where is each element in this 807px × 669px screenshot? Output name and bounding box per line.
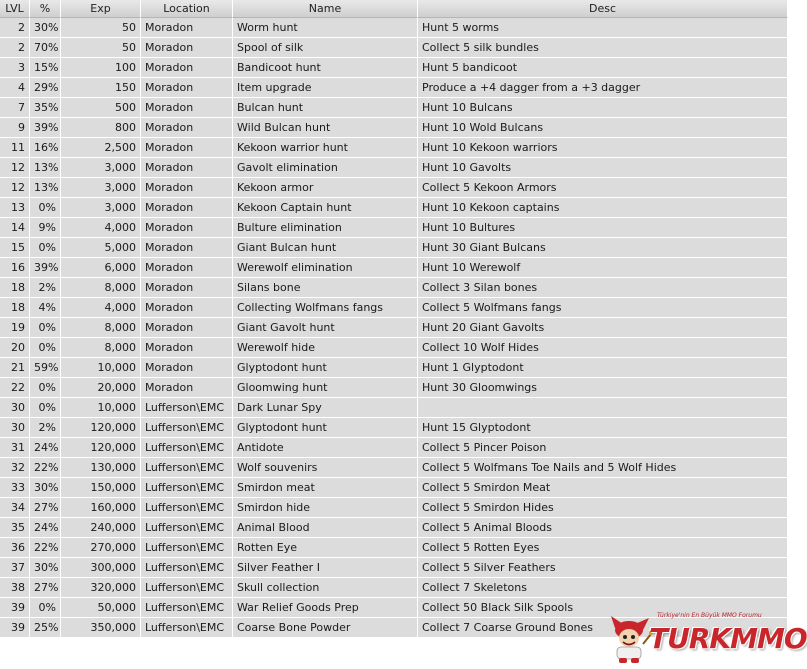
table-row: [0, 538, 788, 558]
cell-lvl: 11: [0, 138, 30, 158]
cell-percent: 13%: [30, 178, 61, 198]
cell-exp: 120,000: [61, 438, 141, 458]
cell-exp: 50: [61, 18, 141, 38]
table-row: [0, 338, 788, 358]
cell-name: Spool of silk: [233, 38, 418, 58]
cell-location: Moradon: [141, 378, 233, 398]
cell-lvl: 7: [0, 98, 30, 118]
cell-percent: 30%: [30, 478, 61, 498]
cell-desc: Hunt 15 Glyptodont: [418, 418, 788, 438]
cell-location: Lufferson\EMC: [141, 478, 233, 498]
cell-name: Rotten Eye: [233, 538, 418, 558]
cell-percent: 22%: [30, 538, 61, 558]
cell-name: Smirdon hide: [233, 498, 418, 518]
turkmmo-watermark: [605, 610, 807, 666]
cell-desc: Collect 5 Animal Bloods: [418, 518, 788, 538]
cell-percent: 0%: [30, 398, 61, 418]
cell-desc: Hunt 20 Giant Gavolts: [418, 318, 788, 338]
cell-location: Lufferson\EMC: [141, 438, 233, 458]
table-row: [0, 118, 788, 138]
column-header-lvl[interactable]: LVL: [0, 0, 30, 18]
cell-name: Werewolf hide: [233, 338, 418, 358]
column-header-desc[interactable]: Desc: [418, 0, 788, 18]
cell-lvl: 34: [0, 498, 30, 518]
cell-name: Bulture elimination: [233, 218, 418, 238]
cell-percent: 0%: [30, 238, 61, 258]
cell-name: Giant Gavolt hunt: [233, 318, 418, 338]
cell-percent: 30%: [30, 18, 61, 38]
cell-location: Lufferson\EMC: [141, 518, 233, 538]
cell-lvl: 21: [0, 358, 30, 378]
cell-exp: 8,000: [61, 318, 141, 338]
table-row: [0, 178, 788, 198]
cell-name: Giant Bulcan hunt: [233, 238, 418, 258]
table-row: [0, 278, 788, 298]
cell-location: Moradon: [141, 78, 233, 98]
cell-exp: 3,000: [61, 158, 141, 178]
cell-exp: 8,000: [61, 338, 141, 358]
cell-exp: 100: [61, 58, 141, 78]
cell-location: Moradon: [141, 258, 233, 278]
table-row: [0, 78, 788, 98]
cell-lvl: 30: [0, 398, 30, 418]
cell-name: Animal Blood: [233, 518, 418, 538]
cell-name: Skull collection: [233, 578, 418, 598]
cell-lvl: 39: [0, 598, 30, 618]
cell-desc: Hunt 10 Bulcans: [418, 98, 788, 118]
cell-name: Gloomwing hunt: [233, 378, 418, 398]
cell-percent: 39%: [30, 258, 61, 278]
table-row: [0, 378, 788, 398]
table-row: [0, 498, 788, 518]
jester-mascot-icon: [605, 614, 653, 664]
cell-lvl: 13: [0, 198, 30, 218]
cell-name: Silver Feather I: [233, 558, 418, 578]
cell-percent: 39%: [30, 118, 61, 138]
cell-location: Moradon: [141, 198, 233, 218]
cell-desc: Collect 5 Kekoon Armors: [418, 178, 788, 198]
cell-name: Silans bone: [233, 278, 418, 298]
table-row: [0, 38, 788, 58]
cell-name: War Relief Goods Prep: [233, 598, 418, 618]
cell-desc: [418, 398, 788, 418]
cell-desc: Hunt 10 Werewolf: [418, 258, 788, 278]
column-header-location[interactable]: Location: [141, 0, 233, 18]
cell-exp: 6,000: [61, 258, 141, 278]
cell-lvl: 22: [0, 378, 30, 398]
table-row: [0, 318, 788, 338]
cell-percent: 9%: [30, 218, 61, 238]
cell-percent: 15%: [30, 58, 61, 78]
cell-exp: 8,000: [61, 278, 141, 298]
cell-location: Lufferson\EMC: [141, 458, 233, 478]
cell-name: Glyptodont hunt: [233, 418, 418, 438]
cell-lvl: 19: [0, 318, 30, 338]
cell-desc: Hunt 5 bandicoot: [418, 58, 788, 78]
table-row: [0, 258, 788, 278]
cell-lvl: 16: [0, 258, 30, 278]
cell-percent: 2%: [30, 418, 61, 438]
cell-desc: Hunt 30 Gloomwings: [418, 378, 788, 398]
cell-percent: 70%: [30, 38, 61, 58]
cell-desc: Collect 5 silk bundles: [418, 38, 788, 58]
cell-exp: 350,000: [61, 618, 141, 638]
cell-percent: 4%: [30, 298, 61, 318]
cell-lvl: 36: [0, 538, 30, 558]
cell-exp: 5,000: [61, 238, 141, 258]
cell-exp: 10,000: [61, 398, 141, 418]
cell-lvl: 38: [0, 578, 30, 598]
table-row: [0, 158, 788, 178]
cell-lvl: 14: [0, 218, 30, 238]
cell-desc: Collect 7 Skeletons: [418, 578, 788, 598]
cell-location: Moradon: [141, 318, 233, 338]
cell-name: Dark Lunar Spy: [233, 398, 418, 418]
cell-lvl: 2: [0, 38, 30, 58]
cell-desc: Hunt 5 worms: [418, 18, 788, 38]
cell-percent: 30%: [30, 558, 61, 578]
cell-lvl: 30: [0, 418, 30, 438]
table-row: [0, 418, 788, 438]
cell-name: Collecting Wolfmans fangs: [233, 298, 418, 318]
cell-exp: 500: [61, 98, 141, 118]
cell-percent: 29%: [30, 78, 61, 98]
cell-lvl: 37: [0, 558, 30, 578]
table-row: [0, 578, 788, 598]
cell-name: Kekoon Captain hunt: [233, 198, 418, 218]
cell-location: Moradon: [141, 238, 233, 258]
watermark-tagline: Türkiye'nin En Büyük MMO Forumu: [657, 612, 762, 619]
cell-percent: 0%: [30, 598, 61, 618]
cell-location: Lufferson\EMC: [141, 398, 233, 418]
cell-desc: Collect 5 Smirdon Hides: [418, 498, 788, 518]
table-row: [0, 238, 788, 258]
column-header-name[interactable]: Name: [233, 0, 418, 18]
cell-location: Moradon: [141, 98, 233, 118]
cell-lvl: 35: [0, 518, 30, 538]
cell-desc: Hunt 30 Giant Bulcans: [418, 238, 788, 258]
cell-percent: 13%: [30, 158, 61, 178]
cell-exp: 300,000: [61, 558, 141, 578]
cell-location: Moradon: [141, 358, 233, 378]
cell-name: Gavolt elimination: [233, 158, 418, 178]
cell-exp: 20,000: [61, 378, 141, 398]
column-header-percent[interactable]: %: [30, 0, 61, 18]
cell-exp: 800: [61, 118, 141, 138]
cell-exp: 120,000: [61, 418, 141, 438]
cell-location: Moradon: [141, 138, 233, 158]
table-row: [0, 18, 788, 38]
cell-name: Wild Bulcan hunt: [233, 118, 418, 138]
cell-lvl: 32: [0, 458, 30, 478]
cell-exp: 150: [61, 78, 141, 98]
cell-location: Moradon: [141, 338, 233, 358]
cell-percent: 27%: [30, 578, 61, 598]
cell-name: Werewolf elimination: [233, 258, 418, 278]
cell-location: Lufferson\EMC: [141, 578, 233, 598]
cell-name: Wolf souvenirs: [233, 458, 418, 478]
table-row: [0, 458, 788, 478]
cell-desc: Hunt 10 Bultures: [418, 218, 788, 238]
cell-desc: Hunt 1 Glyptodont: [418, 358, 788, 378]
cell-lvl: 2: [0, 18, 30, 38]
table-row: [0, 358, 788, 378]
cell-location: Moradon: [141, 18, 233, 38]
cell-exp: 320,000: [61, 578, 141, 598]
watermark-wordmark: TURKMMO: [649, 622, 807, 655]
cell-desc: Collect 3 Silan bones: [418, 278, 788, 298]
cell-exp: 4,000: [61, 298, 141, 318]
cell-lvl: 4: [0, 78, 30, 98]
cell-percent: 25%: [30, 618, 61, 638]
cell-name: Coarse Bone Powder: [233, 618, 418, 638]
cell-location: Lufferson\EMC: [141, 558, 233, 578]
cell-location: Lufferson\EMC: [141, 598, 233, 618]
table-row: [0, 558, 788, 578]
cell-lvl: 31: [0, 438, 30, 458]
cell-lvl: 12: [0, 158, 30, 178]
cell-location: Moradon: [141, 38, 233, 58]
cell-name: Bandicoot hunt: [233, 58, 418, 78]
cell-exp: 10,000: [61, 358, 141, 378]
cell-percent: 22%: [30, 458, 61, 478]
cell-lvl: 9: [0, 118, 30, 138]
cell-exp: 2,500: [61, 138, 141, 158]
table-row: [0, 518, 788, 538]
cell-percent: 59%: [30, 358, 61, 378]
cell-desc: Produce a +4 dagger from a +3 dagger: [418, 78, 788, 98]
table-row: [0, 398, 788, 418]
cell-lvl: 18: [0, 278, 30, 298]
cell-lvl: 39: [0, 618, 30, 638]
cell-desc: Collect 7 Coarse Ground Bones: [418, 618, 788, 638]
cell-location: Moradon: [141, 118, 233, 138]
table-row: [0, 58, 788, 78]
cell-name: Kekoon warrior hunt: [233, 138, 418, 158]
cell-exp: 150,000: [61, 478, 141, 498]
cell-exp: 160,000: [61, 498, 141, 518]
cell-exp: 4,000: [61, 218, 141, 238]
cell-percent: 24%: [30, 518, 61, 538]
cell-name: Antidote: [233, 438, 418, 458]
cell-exp: 3,000: [61, 178, 141, 198]
cell-lvl: 12: [0, 178, 30, 198]
cell-location: Lufferson\EMC: [141, 618, 233, 638]
cell-desc: Collect 5 Wolfmans fangs: [418, 298, 788, 318]
cell-location: Moradon: [141, 218, 233, 238]
table-row: [0, 98, 788, 118]
cell-desc: Collect 5 Pincer Poison: [418, 438, 788, 458]
cell-name: Item upgrade: [233, 78, 418, 98]
header-row: [0, 0, 788, 18]
cell-exp: 130,000: [61, 458, 141, 478]
cell-exp: 240,000: [61, 518, 141, 538]
cell-location: Moradon: [141, 278, 233, 298]
cell-location: Lufferson\EMC: [141, 418, 233, 438]
cell-location: Lufferson\EMC: [141, 498, 233, 518]
cell-location: Moradon: [141, 58, 233, 78]
table-row: [0, 478, 788, 498]
cell-percent: 0%: [30, 338, 61, 358]
cell-name: Kekoon armor: [233, 178, 418, 198]
cell-name: Glyptodont hunt: [233, 358, 418, 378]
cell-lvl: 15: [0, 238, 30, 258]
cell-desc: Hunt 10 Gavolts: [418, 158, 788, 178]
table-row: [0, 138, 788, 158]
cell-exp: 50: [61, 38, 141, 58]
cell-lvl: 18: [0, 298, 30, 318]
cell-exp: 50,000: [61, 598, 141, 618]
cell-desc: Hunt 10 Kekoon warriors: [418, 138, 788, 158]
cell-desc: Collect 5 Rotten Eyes: [418, 538, 788, 558]
cell-lvl: 3: [0, 58, 30, 78]
cell-exp: 270,000: [61, 538, 141, 558]
table-row: [0, 218, 788, 238]
cell-percent: 0%: [30, 198, 61, 218]
cell-percent: 16%: [30, 138, 61, 158]
cell-desc: Collect 50 Black Silk Spools: [418, 598, 788, 618]
cell-name: Smirdon meat: [233, 478, 418, 498]
cell-location: Lufferson\EMC: [141, 538, 233, 558]
cell-desc: Collect 5 Silver Feathers: [418, 558, 788, 578]
cell-percent: 0%: [30, 318, 61, 338]
cell-percent: 2%: [30, 278, 61, 298]
cell-location: Moradon: [141, 178, 233, 198]
cell-desc: Hunt 10 Wold Bulcans: [418, 118, 788, 138]
cell-name: Bulcan hunt: [233, 98, 418, 118]
cell-percent: 24%: [30, 438, 61, 458]
cell-exp: 3,000: [61, 198, 141, 218]
cell-percent: 35%: [30, 98, 61, 118]
cell-lvl: 20: [0, 338, 30, 358]
cell-percent: 0%: [30, 378, 61, 398]
cell-desc: Collect 5 Wolfmans Toe Nails and 5 Wolf Hides: [418, 458, 788, 478]
cell-percent: 27%: [30, 498, 61, 518]
column-header-exp[interactable]: Exp: [61, 0, 141, 18]
cell-desc: Collect 5 Smirdon Meat: [418, 478, 788, 498]
cell-desc: Collect 10 Wolf Hides: [418, 338, 788, 358]
table-row: [0, 438, 788, 458]
cell-location: Moradon: [141, 158, 233, 178]
cell-lvl: 33: [0, 478, 30, 498]
cell-desc: Hunt 10 Kekoon captains: [418, 198, 788, 218]
cell-location: Moradon: [141, 298, 233, 318]
cell-name: Worm hunt: [233, 18, 418, 38]
table-row: [0, 198, 788, 218]
table-row: [0, 298, 788, 318]
